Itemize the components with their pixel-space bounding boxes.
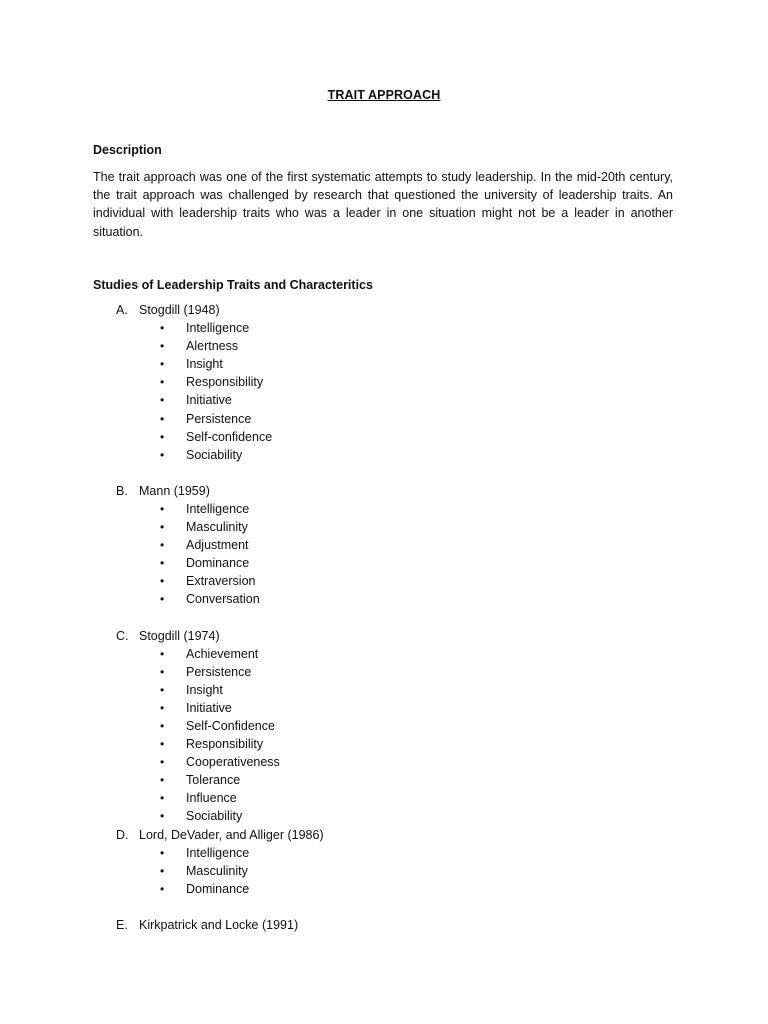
bullet-icon: • <box>160 700 165 715</box>
trait-item <box>0 773 768 791</box>
trait-item <box>0 574 768 592</box>
description-heading: Description <box>93 143 162 157</box>
bullet-icon: • <box>160 538 165 553</box>
trait-label: Tolerance <box>186 773 241 788</box>
trait-item <box>0 701 768 719</box>
bullet-icon: • <box>160 664 165 679</box>
bullet-icon: • <box>160 845 165 860</box>
trait-item <box>0 592 768 610</box>
study-name: Kirkpatrick and Locke (1991) <box>139 917 299 932</box>
study-letter: E. <box>116 917 128 932</box>
trait-item <box>0 375 768 393</box>
trait-item <box>0 321 768 339</box>
trait-list <box>0 647 768 828</box>
trait-item <box>0 864 768 882</box>
trait-list <box>0 321 768 466</box>
trait-label: Insight <box>186 682 223 697</box>
trait-label: Masculinity <box>186 520 248 535</box>
study-header <box>0 484 768 502</box>
bullet-icon: • <box>160 881 165 896</box>
trait-item <box>0 846 768 864</box>
trait-label: Initiative <box>186 393 232 408</box>
trait-label: Responsibility <box>186 737 264 752</box>
trait-label: Extraversion <box>186 574 256 589</box>
trait-label: Self-Confidence <box>186 718 275 733</box>
trait-label: Persistence <box>186 664 252 679</box>
bullet-icon: • <box>160 429 165 444</box>
trait-label: Self-confidence <box>186 429 273 444</box>
trait-label: Intelligence <box>186 845 250 860</box>
trait-item <box>0 502 768 520</box>
trait-item <box>0 665 768 683</box>
bullet-icon: • <box>160 809 165 824</box>
trait-label: Intelligence <box>186 501 250 516</box>
study-name: Lord, DeVader, and Alliger (1986) <box>139 827 324 842</box>
bullet-icon: • <box>160 863 165 878</box>
study-name: Mann (1959) <box>139 483 210 498</box>
trait-item <box>0 448 768 466</box>
bullet-icon: • <box>160 411 165 426</box>
bullet-icon: • <box>160 773 165 788</box>
bullet-icon: • <box>160 393 165 408</box>
trait-item <box>0 357 768 375</box>
study-item <box>0 828 768 918</box>
trait-item <box>0 538 768 556</box>
spacer <box>0 466 768 484</box>
bullet-icon: • <box>160 791 165 806</box>
studies-list <box>0 303 768 936</box>
spacer <box>0 900 768 918</box>
trait-label: Achievement <box>186 646 259 661</box>
study-letter: D. <box>116 827 129 842</box>
trait-item <box>0 755 768 773</box>
study-letter: B. <box>116 483 128 498</box>
trait-label: Sociability <box>186 447 243 462</box>
bullet-icon: • <box>160 321 165 336</box>
trait-item <box>0 791 768 809</box>
trait-label: Intelligence <box>186 321 250 336</box>
trait-item <box>0 393 768 411</box>
trait-list <box>0 502 768 611</box>
trait-item <box>0 430 768 448</box>
trait-label: Dominance <box>186 556 250 571</box>
study-header <box>0 303 768 321</box>
trait-label: Initiative <box>186 700 232 715</box>
page-title: TRAIT APPROACH <box>327 88 441 102</box>
trait-label: Adjustment <box>186 538 249 553</box>
trait-label: Cooperativeness <box>186 755 280 770</box>
trait-label: Masculinity <box>186 863 248 878</box>
bullet-icon: • <box>160 755 165 770</box>
trait-label: Alertness <box>186 339 239 354</box>
trait-label: Responsibility <box>186 375 264 390</box>
study-name: Stogdill (1974) <box>139 628 220 643</box>
study-letter: A. <box>116 303 128 317</box>
bullet-icon: • <box>160 646 165 661</box>
bullet-icon: • <box>160 375 165 390</box>
trait-item <box>0 647 768 665</box>
trait-item <box>0 719 768 737</box>
bullet-icon: • <box>160 501 165 516</box>
bullet-icon: • <box>160 520 165 535</box>
trait-item <box>0 339 768 357</box>
trait-item <box>0 556 768 574</box>
trait-label: Influence <box>186 791 237 806</box>
trait-item <box>0 882 768 900</box>
trait-label: Dominance <box>186 881 250 896</box>
trait-label: Conversation <box>186 592 260 607</box>
trait-item <box>0 520 768 538</box>
trait-item <box>0 737 768 755</box>
bullet-icon: • <box>160 682 165 697</box>
trait-label: Persistence <box>186 411 252 426</box>
bullet-icon: • <box>160 339 165 354</box>
study-item <box>0 484 768 629</box>
bullet-icon: • <box>160 592 165 607</box>
bullet-icon: • <box>160 357 165 372</box>
trait-label: Insight <box>186 357 223 372</box>
study-header <box>0 828 768 846</box>
study-item <box>0 918 768 936</box>
bullet-icon: • <box>160 447 165 462</box>
studies-heading: Studies of Leadership Traits and Characteritics <box>93 278 373 292</box>
trait-label: Sociability <box>186 809 243 824</box>
trait-item <box>0 412 768 430</box>
trait-item <box>0 683 768 701</box>
study-name: Stogdill (1948) <box>139 303 220 317</box>
bullet-icon: • <box>160 574 165 589</box>
study-header <box>0 918 768 936</box>
bullet-icon: • <box>160 737 165 752</box>
bullet-icon: • <box>160 718 165 733</box>
spacer <box>0 611 768 629</box>
study-letter: C. <box>116 628 129 643</box>
study-item <box>0 303 768 484</box>
trait-item <box>0 809 768 827</box>
description-paragraph: The trait approach was one of the first systematic attempts to study leadership. In the mid-20th century, the trait approach was challenged by research that questioned the university of leadership traits. An individual with leadership traits who was a leader in one situation might not be a leader in another situation. <box>93 170 673 239</box>
study-item <box>0 629 768 828</box>
bullet-icon: • <box>160 556 165 571</box>
study-header <box>0 629 768 647</box>
trait-list <box>0 846 768 900</box>
